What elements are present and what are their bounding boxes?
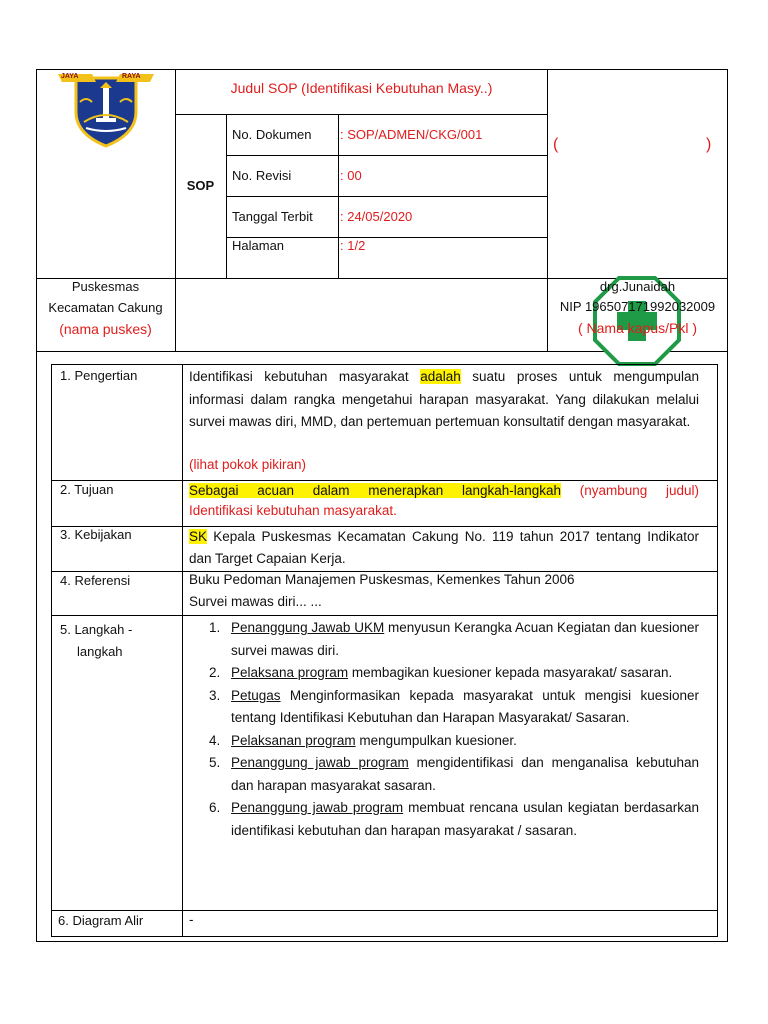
- note-pengertian: (lihat pokok pikiran): [189, 457, 307, 472]
- list-item: 5. Penanggung jawab program mengidentifikasi dan menganalisa kebutuhan dan harapan masyarakat sasaran.: [209, 755, 700, 793]
- logo-banner-right: RAYA: [122, 73, 141, 80]
- langkah-list: [189, 617, 699, 842]
- field-value-tanggal-terbit: : 24/05/2020: [340, 209, 413, 224]
- list-item: 3. Petugas Menginformasikan kepada masyarakat untuk mengisi kuesioner tentang Identifikasi Kebutuhan dan Harapan Masyarakat/ Sasaran.: [209, 687, 699, 725]
- field-label-no-dokumen: No. Dokumen: [232, 127, 312, 142]
- puskesmas-line1: Puskesmas: [71, 279, 140, 294]
- value-diagram-alir: -: [189, 912, 194, 927]
- kepala-name: drg.Junaidah: [599, 279, 676, 294]
- label-referensi: 4. Referensi: [60, 573, 131, 588]
- field-value-halaman: : 1/2: [340, 238, 366, 253]
- label-tujuan: 2. Tujuan: [60, 482, 114, 497]
- referensi-line2: Survei mawas diri... ...: [189, 594, 322, 609]
- logo-banner-left: JAYA: [61, 73, 79, 80]
- right-bracket: (: [553, 136, 559, 153]
- label-kebijakan: 3. Kebijakan: [60, 527, 132, 542]
- puskesmas-note: (nama puskes): [59, 321, 152, 337]
- jaya-raya-logo: [56, 72, 156, 148]
- label-diagram-alir: 6. Diagram Alir: [58, 913, 144, 928]
- right-bracket-close: ): [706, 136, 712, 153]
- referensi-line1: Buku Pedoman Manajemen Puskesmas, Kemenkes Tahun 2006: [189, 572, 575, 587]
- label-pengertian: 1. Pengertian: [60, 368, 138, 383]
- label-langkah: 5. Langkah - langkah: [60, 622, 133, 659]
- text-kebijakan: SK Kepala Puskesmas Kecamatan Cakung No. 119 tahun 2017 tentang Indikator dan Target Capaian Kerja.: [189, 529, 699, 566]
- field-label-no-revisi: No. Revisi: [232, 168, 292, 183]
- field-value-no-revisi: : 00: [340, 168, 362, 183]
- kepala-nip: NIP 196507171992032009: [559, 299, 716, 314]
- kepala-note: ( Nama kapus/Pkl ): [577, 320, 698, 336]
- puskesmas-line2: Kecamatan Cakung: [48, 300, 163, 315]
- text-pengertian: Identifikasi kebutuhan masyarakat adalah suatu proses untuk mengumpulan informasi dalam rangka mengetahui harapan masyarakat. Yang dilakukan melalui survei mawas diri, MMD, dan pertemuan pertemuan konsultatif dengan masyarakat.: [189, 369, 699, 429]
- text-tujuan: Sebagai acuan dalam menerapkan langkah-langkah (nyambung judul): [189, 483, 699, 498]
- tujuan-line2: Identifikasi kebutuhan masyarakat.: [189, 503, 397, 518]
- field-label-tanggal-terbit: Tanggal Terbit: [232, 209, 313, 224]
- field-value-no-dokumen: : SOP/ADMEN/CKG/001: [340, 127, 483, 142]
- sop-title: Judul SOP (Identifikasi Kebutuhan Masy..): [230, 80, 493, 96]
- sop-label: SOP: [186, 178, 215, 193]
- list-item: 1. Penanggung Jawab UKM menyusun Kerangka Acuan Kegiatan dan kuesioner survei mawas diri.: [209, 620, 700, 658]
- list-item: 4. Pelaksanan program mengumpulkan kuesioner.: [209, 732, 517, 748]
- field-label-halaman: Halaman: [232, 238, 285, 253]
- list-item: 6. Penanggung jawab program membuat rencana usulan kegiatan berdasarkan identifikasi kebutuhan dan harapan masyarakat / sasaran.: [209, 800, 699, 838]
- list-item: 2. Pelaksana program membagikan kuesioner kepada masyarakat/ sasaran.: [209, 665, 673, 680]
